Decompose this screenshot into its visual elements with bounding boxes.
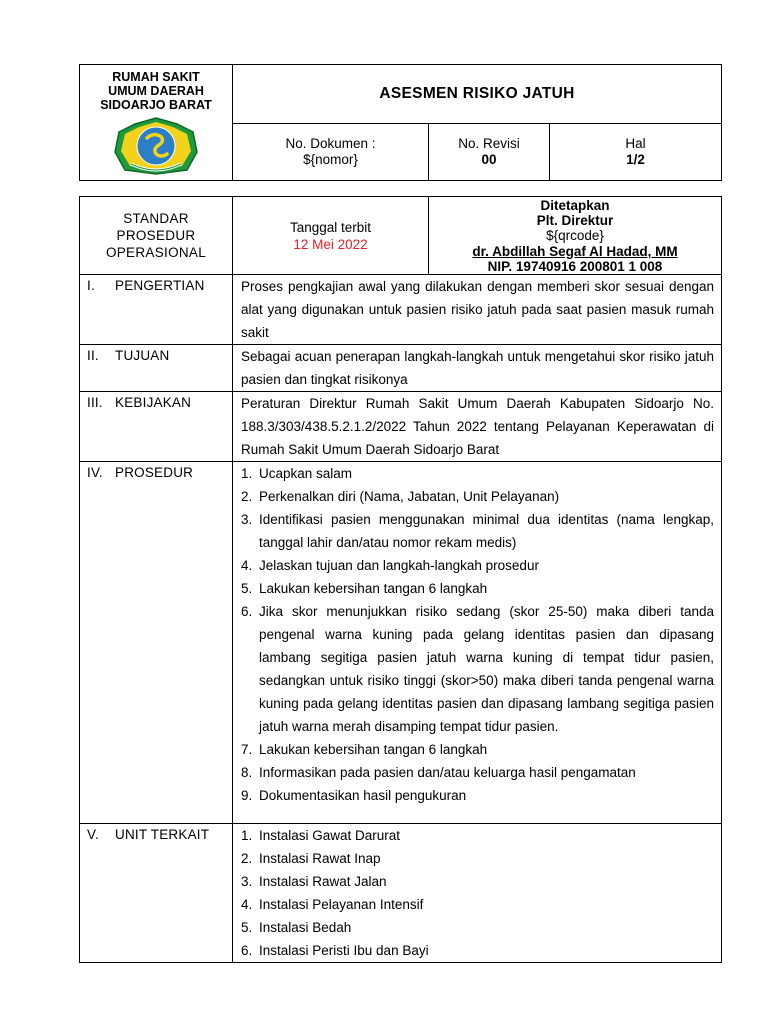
list-item: 2. Perkenalkan diri (Nama, Jabatan, Unit Pelayanan) bbox=[241, 489, 560, 505]
section-body-prosedur bbox=[233, 462, 722, 824]
section-number: II. bbox=[87, 348, 99, 364]
issue-date-cell bbox=[233, 197, 429, 275]
section-label-kebijakan bbox=[80, 392, 233, 462]
page-value: 1/2 bbox=[626, 152, 645, 167]
section-title: KEBIJAKAN bbox=[115, 395, 192, 411]
list-item: 9. Dokumentasikan hasil pengukuran bbox=[241, 788, 467, 804]
sop-title bbox=[80, 197, 233, 275]
section-number: I. bbox=[87, 278, 95, 294]
doc-number-label: No. Dokumen : bbox=[285, 136, 376, 151]
approver-role: Plt. Direktur bbox=[536, 213, 614, 229]
page-cell bbox=[550, 124, 722, 181]
sop-title-line3: OPERASIONAL bbox=[105, 245, 207, 260]
section-body-unit-terkait bbox=[233, 824, 722, 963]
hospital-identity bbox=[80, 65, 233, 181]
section-number: IV. bbox=[87, 465, 103, 481]
sop-title-line1: STANDAR bbox=[123, 211, 189, 226]
issue-date-value: 12 Mei 2022 bbox=[293, 236, 368, 252]
section-label-tujuan bbox=[80, 345, 233, 392]
list-item: 1. Instalasi Gawat Darurat bbox=[241, 828, 401, 844]
approver-name: dr. Abdillah Segaf Al Hadad, MM bbox=[472, 243, 678, 259]
header-table bbox=[79, 64, 722, 181]
section-number: III. bbox=[87, 395, 103, 411]
section-title: TUJUAN bbox=[115, 348, 170, 364]
sop-title-line2: PROSEDUR bbox=[116, 228, 196, 243]
list-item: 2. Instalasi Rawat Inap bbox=[241, 851, 381, 867]
list-item: 8. Informasikan pada pasien dan/atau keluarga hasil pengamatan bbox=[241, 765, 636, 781]
qrcode-placeholder: ${qrcode} bbox=[546, 228, 604, 244]
doc-number-value: ${nomor} bbox=[303, 152, 358, 167]
section-label-unit-terkait bbox=[80, 824, 233, 963]
list-item: 6. Instalasi Peristi Ibu dan Bayi bbox=[241, 943, 429, 959]
doc-number-cell bbox=[233, 124, 429, 181]
list-item: 6. Jika skor menunjukkan risiko sedang (skor 25-50) maka diberi tanda pengenal warna kuning pada gelang identitas pasien dan dipasang lambang segitiga pasien jatuh warna kuning di tempat tidur pasien, sedangkan untuk risiko tinggi (skor>50) maka diberi tanda pengenal warna kuning pada gelang identitas pasien dan dipasang lambang segitiga pasien jatuh warna merah disamping tempat tidur pasien. bbox=[241, 604, 714, 735]
sidoarjo-regency-emblem-icon bbox=[111, 116, 201, 176]
list-item: 5. Instalasi Bedah bbox=[241, 920, 352, 936]
section-number: V. bbox=[87, 827, 99, 843]
revision-value: 00 bbox=[481, 152, 497, 167]
section-title: PROSEDUR bbox=[115, 465, 194, 481]
hospital-name-line3: SIDOARJO BARAT bbox=[100, 97, 212, 112]
section-title: UNIT TERKAIT bbox=[115, 827, 210, 843]
list-item: 4. Instalasi Pelayanan Intensif bbox=[241, 897, 424, 913]
procedure-list bbox=[241, 462, 714, 807]
list-item: 7. Lakukan kebersihan tangan 6 langkah bbox=[241, 742, 488, 758]
list-item: 3. Identifikasi pasien menggunakan minimal dua identitas (nama lengkap, tanggal lahir dan/atau nomor rekam medis) bbox=[241, 512, 714, 551]
approver-nip: NIP. 19740916 200801 1 008 bbox=[487, 258, 663, 274]
issue-date-label: Tanggal terbit bbox=[289, 219, 372, 235]
section-body-kebijakan: Peraturan Direktur Rumah Sakit Umum Daerah Kabupaten Sidoarjo No. 188.3/303/438.5.2.1.2/2022 Tahun 2022 tentang Pelayanan Keperawatan di Rumah Sakit Umum Daerah Sidoarjo Barat bbox=[233, 392, 722, 462]
list-item: 3. Instalasi Rawat Jalan bbox=[241, 874, 387, 890]
section-body-tujuan: Sebagai acuan penerapan langkah-langkah untuk mengetahui skor risiko jatuh pasien dan tingkat risikonya bbox=[233, 345, 722, 392]
list-item: 5. Lakukan kebersihan tangan 6 langkah bbox=[241, 581, 488, 597]
document-title: ASESMEN RISIKO JATUH bbox=[233, 65, 722, 124]
section-label-pengertian bbox=[80, 275, 233, 345]
sop-table bbox=[79, 196, 722, 963]
revision-cell bbox=[429, 124, 550, 181]
section-title: PENGERTIAN bbox=[115, 278, 205, 294]
page-label: Hal bbox=[625, 136, 646, 151]
section-body-pengertian: Proses pengkajian awal yang dilakukan dengan memberi skor sesuai dengan alat yang digunakan untuk pasien risiko jatuh pada saat pasien masuk rumah sakit bbox=[233, 275, 722, 345]
related-units-list bbox=[241, 824, 714, 962]
list-item: 1. Ucapkan salam bbox=[241, 466, 353, 482]
approval-label: Ditetapkan bbox=[540, 198, 610, 213]
revision-label: No. Revisi bbox=[458, 136, 520, 151]
hospital-name-line2: UMUM DAERAH bbox=[108, 83, 204, 98]
hospital-name-line1: RUMAH SAKIT bbox=[112, 69, 200, 84]
section-label-prosedur bbox=[80, 462, 233, 824]
list-item: 4. Jelaskan tujuan dan langkah-langkah prosedur bbox=[241, 558, 539, 574]
approval-cell bbox=[429, 197, 722, 275]
